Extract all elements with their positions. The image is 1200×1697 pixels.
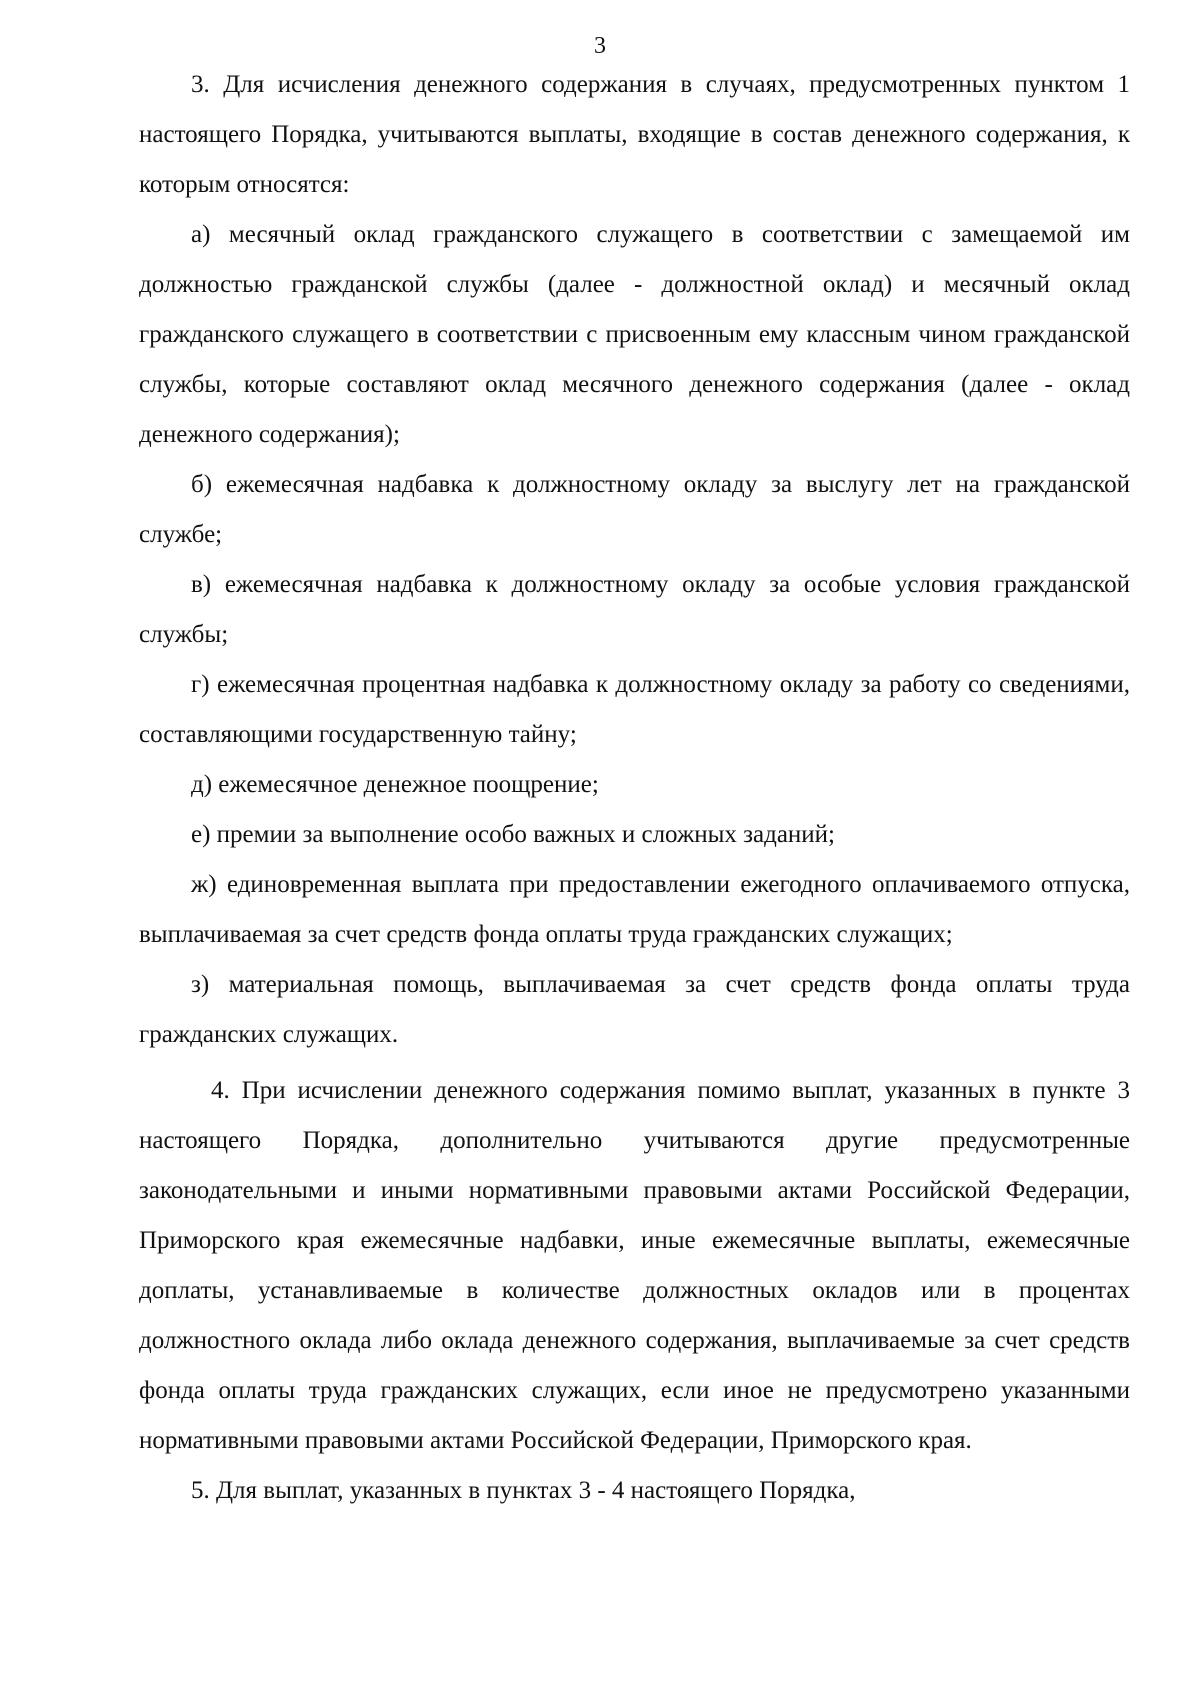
paragraph-3v: в) ежемесячная надбавка к должностному окладу за особые условия гражданской службы; — [139, 571, 1130, 648]
paragraph-3: 3. Для исчисления денежного содержания в случаях, предусмотренных пунктом 1 настоящего Порядка, учитываются выплаты, входящие в состав денежного содержания, к которым относятся: — [139, 71, 1130, 198]
paragraph-5: 5. Для выплат, указанных в пунктах 3 - 4 настоящего Порядка, — [191, 1477, 856, 1504]
paragraph-3a: а) месячный оклад гражданского служащего в соответствии с замещаемой им должностью гражданской службы (далее - должностной оклад) и месячный оклад гражданского служащего в соответствии с присвоенным ему классным чином гражданской службы, которые составляют оклад месячного денежного содержания (далее - оклад денежного содержания); — [139, 221, 1130, 448]
page-number: 3 — [594, 33, 606, 59]
paragraph-3b: б) ежемесячная надбавка к должностному окладу за выслугу лет на гражданской службе; — [139, 471, 1130, 548]
paragraph-4: 4. При исчислении денежного содержания помимо выплат, указанных в пункте 3 настоящего Порядка, дополнительно учитываются другие предусмотренные законодательными и иными нормативными правовыми актами Российской Федерации, Приморского края ежемесячные надбавки, иные ежемесячные выплаты, ежемесячные доплаты, устанавливаемые в количестве должностных окладов или в процентах должностного оклада либо оклада денежного содержания, выплачиваемые за счет средств фонда оплаты труда гражданских служащих, если иное не предусмотрено указанными нормативными правовыми актами Российской Федерации, Приморского края. — [139, 1077, 1130, 1454]
paragraph-3e: е) премии за выполнение особо важных и сложных заданий; — [191, 821, 836, 848]
paragraph-3zh: ж) единовременная выплата при предоставлении ежегодного оплачиваемого отпуска, выплачиваемая за счет средств фонда оплаты труда гражданских служащих; — [139, 871, 1130, 948]
document-body — [139, 60, 1130, 1516]
paragraph-3d: д) ежемесячное денежное поощрение; — [191, 771, 599, 798]
paragraph-3z: з) материальная помощь, выплачиваемая за счет средств фонда оплаты труда гражданских служащих. — [139, 971, 1130, 1048]
paragraph-3g: г) ежемесячная процентная надбавка к должностному окладу за работу со сведениями, составляющими государственную тайну; — [139, 671, 1130, 748]
